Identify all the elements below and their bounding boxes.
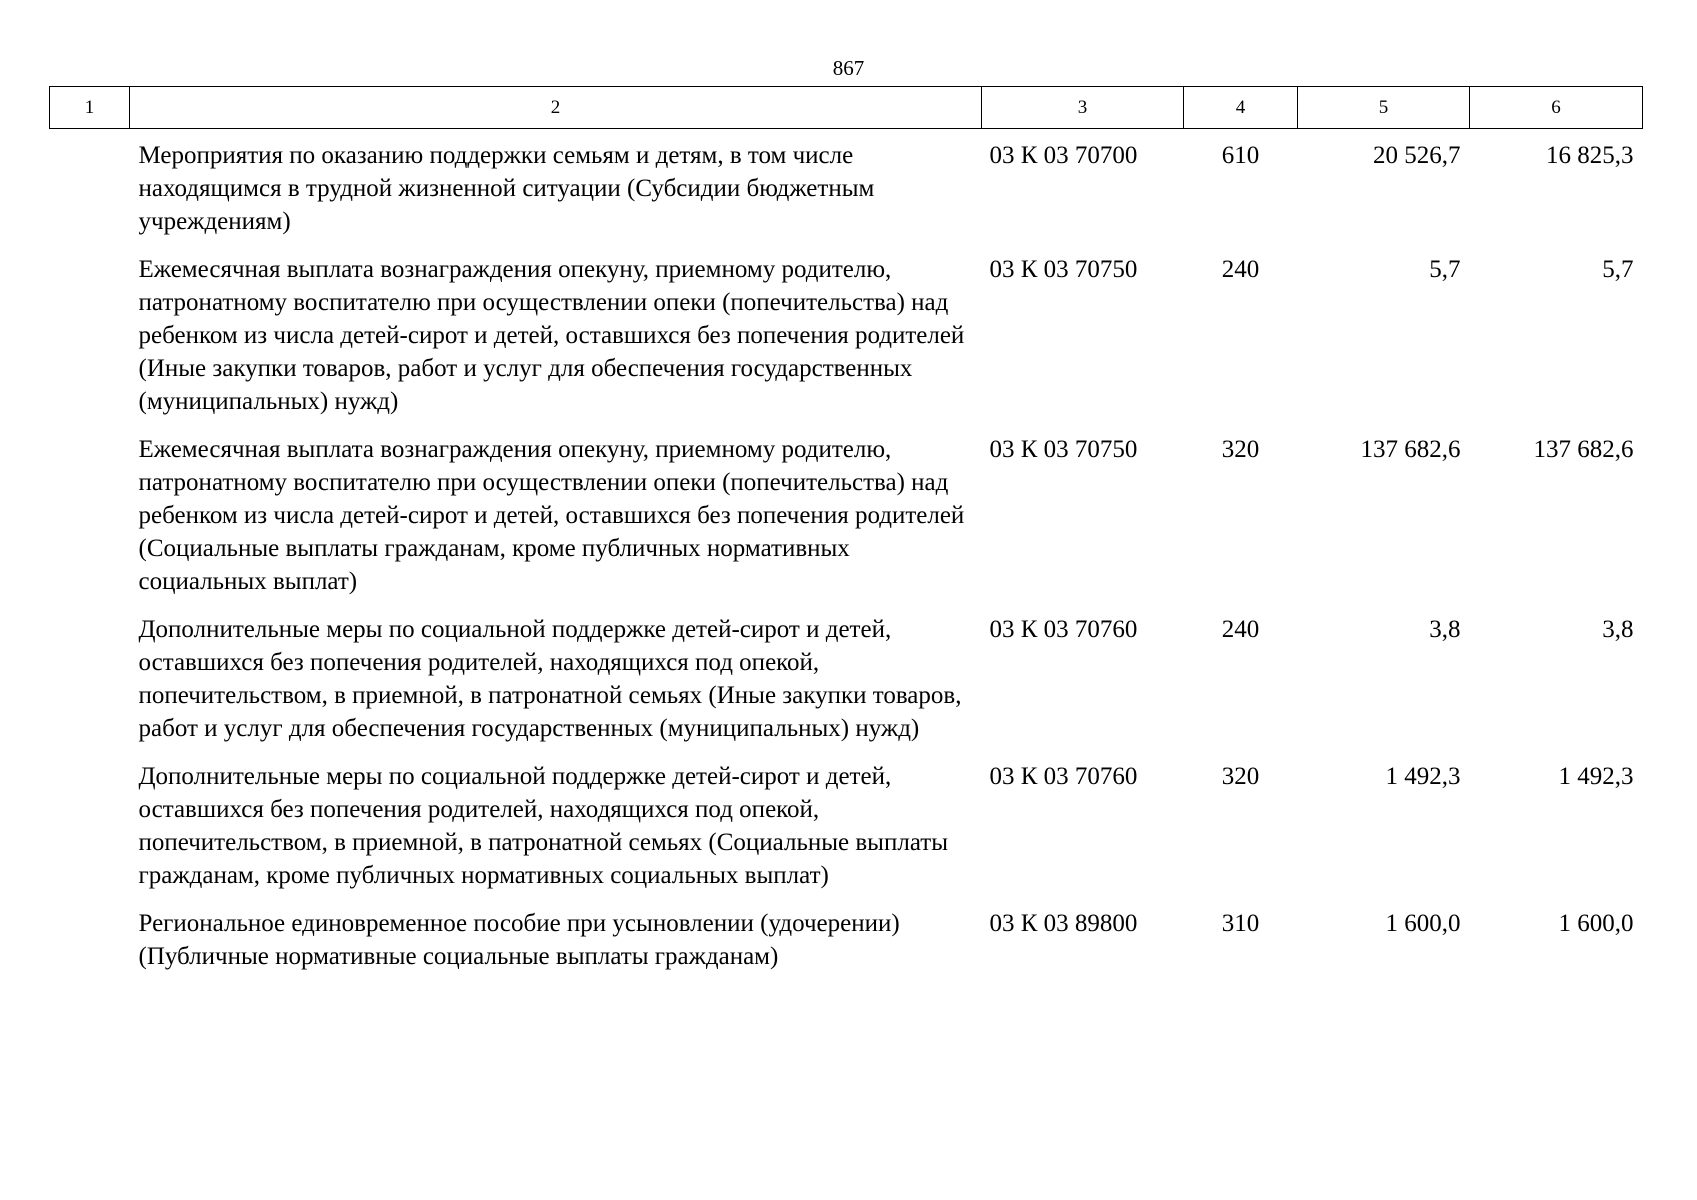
row-expense-type: 610: [1221, 142, 1260, 169]
row-value-6: 5,7: [1602, 256, 1634, 283]
row-value-5: 1 492,3: [1385, 763, 1461, 790]
row-code: 03 К 03 70760: [989, 763, 1138, 790]
table-row: [50, 129, 1643, 254]
table-row: [50, 760, 1643, 907]
page-number: 867: [832, 56, 865, 80]
table-header: [50, 87, 1643, 129]
row-index-cell: [50, 433, 130, 613]
header-row: [50, 87, 1643, 129]
row-value-5: 20 526,7: [1373, 142, 1461, 169]
table-body: [50, 129, 1643, 989]
row-description: Региональное единовременное пособие при усыновлении (удочерении) (Публичные нормативные социальные выплаты гражданам): [138, 910, 900, 970]
row-expense-type: 320: [1221, 763, 1260, 790]
row-index-cell: [50, 129, 130, 254]
column-header-1: 1: [50, 87, 130, 129]
row-value-5: 5,7: [1429, 256, 1461, 283]
column-header-6: 6: [1470, 87, 1643, 129]
table-row: [50, 907, 1643, 988]
row-value-5: 137 682,6: [1360, 436, 1461, 463]
column-header-3: 3: [982, 87, 1184, 129]
budget-table: [49, 86, 1643, 988]
column-header-2: 2: [130, 87, 982, 129]
row-value-6: 1 600,0: [1558, 910, 1634, 937]
row-description: Ежемесячная выплата вознаграждения опекуну, приемному родителю, патронатному воспитателю при осуществлении опеки (попечительства) над ребенком из числа детей-сирот и детей, оставшихся без попечения родителей (Иные закупки товаров, работ и услуг для обеспечения государственных (муниципальных) нужд): [138, 256, 965, 415]
table-row: [50, 613, 1643, 760]
row-description: Дополнительные меры по социальной поддержке детей-сирот и детей, оставшихся без попечения родителей, находящихся под опекой, попечительством, в приемной, в патронатной семьях (Социальные выплаты гражданам, кроме публичных нормативных социальных выплат): [138, 763, 949, 889]
row-index-cell: [50, 760, 130, 907]
row-value-6: 137 682,6: [1533, 436, 1634, 463]
row-expense-type: 240: [1221, 616, 1260, 643]
row-value-6: 16 825,3: [1546, 142, 1634, 169]
row-code: 03 К 03 70700: [989, 142, 1138, 169]
row-value-5: 3,8: [1429, 616, 1461, 643]
row-code: 03 К 03 89800: [989, 910, 1138, 937]
row-index-cell: [50, 907, 130, 988]
row-description: Мероприятия по оказанию поддержки семьям и детям, в том числе находящимся в трудной жизненной ситуации (Субсидии бюджетным учреждениям): [138, 142, 875, 235]
row-code: 03 К 03 70750: [989, 256, 1138, 283]
row-expense-type: 320: [1221, 436, 1260, 463]
column-header-4: 4: [1184, 87, 1298, 129]
row-expense-type: 310: [1221, 910, 1260, 937]
row-description: Ежемесячная выплата вознаграждения опекуну, приемному родителю, патронатному воспитателю при осуществлении опеки (попечительства) над ребенком из числа детей-сирот и детей, оставшихся без попечения родителей (Социальные выплаты гражданам, кроме публичных нормативных социальных выплат): [138, 436, 965, 595]
row-value-5: 1 600,0: [1385, 910, 1461, 937]
row-index-cell: [50, 613, 130, 760]
table-row: [50, 253, 1643, 433]
row-index-cell: [50, 253, 130, 433]
row-code: 03 К 03 70760: [989, 616, 1138, 643]
row-expense-type: 240: [1221, 256, 1260, 283]
column-header-5: 5: [1298, 87, 1470, 129]
row-code: 03 К 03 70750: [989, 436, 1138, 463]
row-description: Дополнительные меры по социальной поддержке детей-сирот и детей, оставшихся без попечения родителей, находящихся под опекой, попечительством, в приемной, в патронатной семьях (Иные закупки товаров, работ и услуг для обеспечения государственных (муниципальных) нужд): [138, 616, 962, 742]
row-value-6: 1 492,3: [1558, 763, 1634, 790]
table-row: [50, 433, 1643, 613]
row-value-6: 3,8: [1602, 616, 1634, 643]
